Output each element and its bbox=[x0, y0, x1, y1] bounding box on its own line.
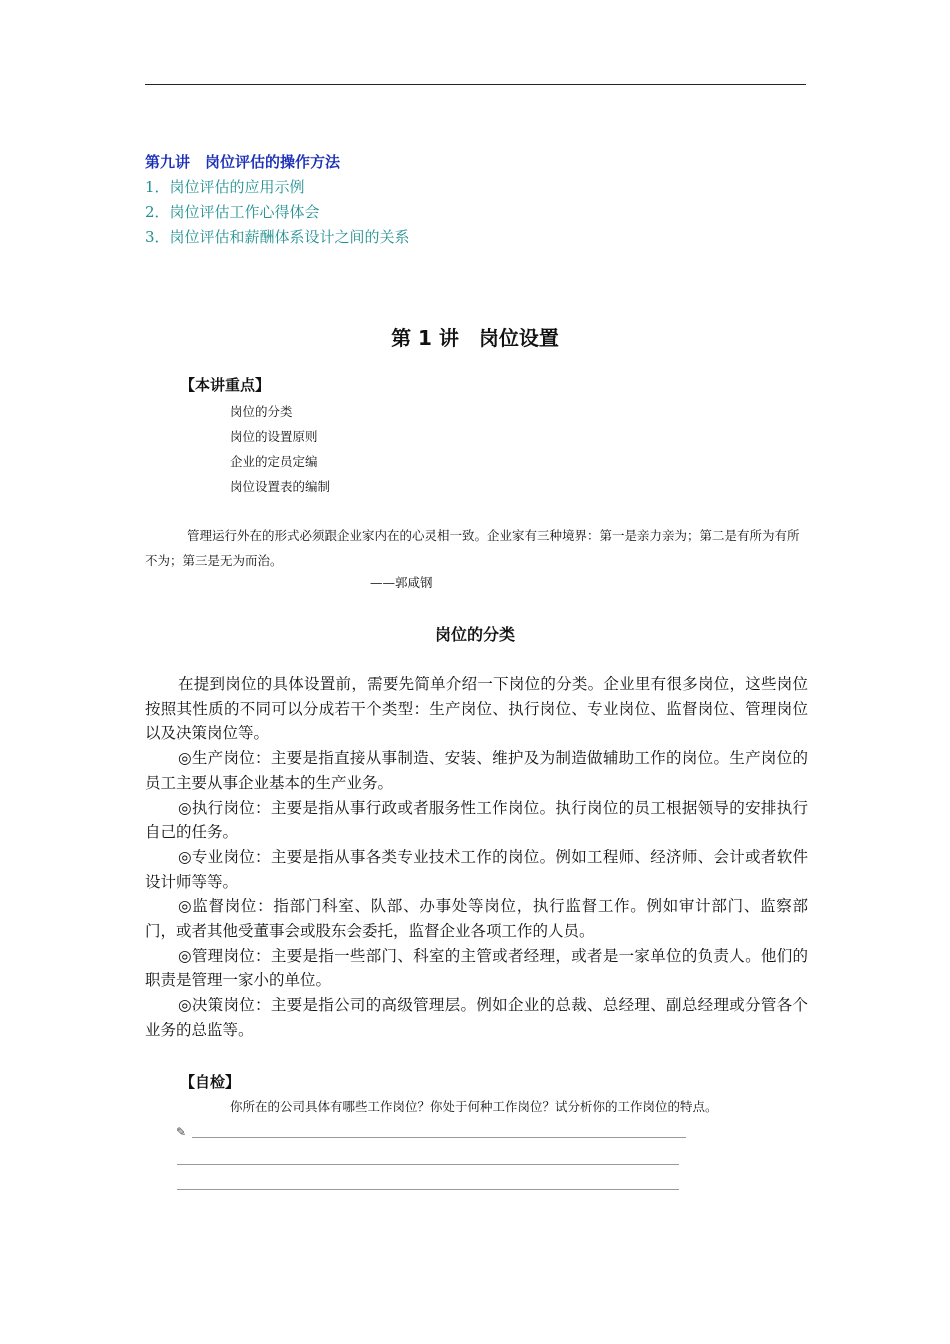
quote-author: ——郭咸钢 bbox=[370, 575, 433, 590]
paragraph: ◎决策岗位：主要是指公司的高级管理层。例如企业的总裁、总经理、副总经理或分管各个业务的总监等。 bbox=[145, 996, 808, 1039]
paragraph: ◎生产岗位：主要是指直接从事制造、安装、维护及为制造做辅助工作的岗位。生产岗位的员工主要从事企业基本的生产业务。 bbox=[145, 749, 808, 792]
lecture-title: 第 1 讲 岗位设置 bbox=[391, 326, 559, 350]
answer-line[interactable] bbox=[177, 1164, 679, 1165]
section-title: 岗位的分类 bbox=[434, 625, 515, 644]
self-check-question: 你所在的公司具体有哪些工作岗位？你处于何种工作岗位？试分析你的工作岗位的特点。 bbox=[230, 1099, 718, 1114]
key-point: 企业的定员定编 bbox=[230, 454, 318, 469]
quote-text: 管理运行外在的形式必须跟企业家内在的心灵相一致。企业家有三种境界：第一是亲力亲为；第二是有所为有所不为；第三是无为而治。 bbox=[145, 528, 800, 568]
key-points-list bbox=[230, 399, 330, 499]
key-point: 岗位设置表的编制 bbox=[230, 479, 331, 494]
toc bbox=[145, 150, 410, 250]
toc-item: 1．岗位评估的应用示例 bbox=[145, 178, 305, 196]
paragraph: 在提到岗位的具体设置前，需要先简单介绍一下岗位的分类。企业里有很多岗位，这些岗位按照其性质的不同可以分成若干个类型：生产岗位、执行岗位、专业岗位、监督岗位、管理岗位以及决策岗位等。 bbox=[145, 675, 808, 743]
toc-item: 2．岗位评估工作心得体会 bbox=[145, 203, 320, 221]
toc-heading: 第九讲 岗位评估的操作方法 bbox=[145, 153, 341, 171]
key-point: 岗位的设置原则 bbox=[230, 429, 318, 444]
answer-line[interactable] bbox=[192, 1137, 686, 1138]
paragraph: ◎执行岗位：主要是指从事行政或者服务性工作岗位。执行岗位的员工根据领导的安排执行自己的任务。 bbox=[145, 798, 808, 842]
answer-line[interactable] bbox=[177, 1189, 679, 1190]
key-point: 岗位的分类 bbox=[230, 404, 293, 419]
key-points-label: 【本讲重点】 bbox=[180, 376, 271, 394]
header-rule bbox=[145, 84, 806, 85]
paragraph: ◎专业岗位：主要是指从事各类专业技术工作的岗位。例如工程师、经济师、会计或者软件设计师等等。 bbox=[145, 847, 808, 891]
paragraph: ◎监督岗位：指部门科室、队部、办事处等岗位，执行监督工作。例如审计部门、监察部门，或者其他受董事会或股东会委托，监督企业各项工作的人员。 bbox=[145, 897, 808, 941]
paragraph: ◎管理岗位：主要是指一些部门、科室的主管或者经理，或者是一家单位的负责人。他们的职责是管理一家小的单位。 bbox=[145, 946, 808, 990]
quote bbox=[145, 523, 810, 573]
section-body bbox=[145, 672, 808, 1043]
self-check-label: 【自检】 bbox=[180, 1073, 241, 1091]
pen-icon: ✎ bbox=[176, 1125, 187, 1139]
toc-item: 3．岗位评估和薪酬体系设计之间的关系 bbox=[145, 228, 410, 246]
